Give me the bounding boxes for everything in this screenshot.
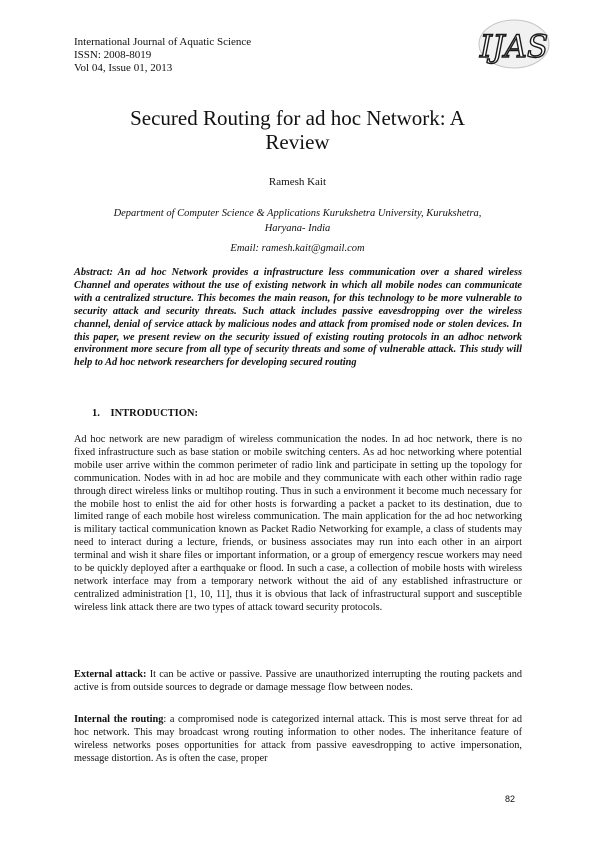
external-attack-paragraph xyxy=(74,669,522,695)
section-number: 1. xyxy=(92,408,100,419)
author-name: Ramesh Kait xyxy=(268,176,327,188)
internal-attack-paragraph xyxy=(74,714,522,766)
affiliation-line-1: Department of Computer Science & Applications Kurukshetra University, Kurukshetra, xyxy=(113,208,482,219)
intro-paragraph: Ad hoc network are new paradigm of wireless communication the nodes. In ad hoc network, there is no fixed infrastructure such as base station or mobile switching centers. As ad hoc networking where potential mobile user arrive within the common perimeter of radio link and participate in setting up the topology for communication. Nodes with in ad hoc are mobile and they communicate with each other within radio rage through direct wireless links or multihop routing. Thus in such a environment it become much necessary for the mobile host to enlist the aid for other hosts is forwarding a packet a packet to its destination, due to limited range of each mobile host wireless communication. The main application for the ad hoc networking is military tactical communication known as Packet Radio Networking for example, a class of students may need to interact during a lecture, friends, or business associates may run into each other in an airport terminal and wish it share files or important information, or a group of emergency rescue workers may need to be quickly deployed after a earthquake or flood. In such a case, a collection of mobile hosts with wireless network interface may from a temporary network without the aid of any established infrastructure or centralized administration [1, 10, 11], thus it is obvious that lack of infrastructural support and susceptible wireless link attack there are two types of attack toward security protocols. xyxy=(74,434,522,613)
journal-issn: ISSN: 2008-8019 xyxy=(74,49,152,61)
journal-volume: Vol 04, Issue 01, 2013 xyxy=(74,62,173,74)
abstract: Abstract: An ad hoc Network provides a infrastructure less communication over a shared wireless Channel and operates without the use of existing network in which all mobile nodes can communicate with a centralized structure. This becomes the main reason, for this technology to be more vulnerable to security attack and security threats. Such attack includes passive eavesdropping over the wireless channel, denial of service attack by malicious nodes and attack from promised node or stolen devices. In this paper, we present review on the security issued of existing routing protocols in an adhoc network environment more secure from all type of security threats and some of vulnerable attack. This study will help to Ad hoc network researchers for developing secured routing xyxy=(74,267,522,369)
paper-title xyxy=(60,106,535,154)
paper-title-line-1: Secured Routing for ad hoc Network: A xyxy=(130,106,465,130)
author-affiliation xyxy=(84,206,511,236)
journal-header xyxy=(74,36,251,75)
paper-title-line-2: Review xyxy=(265,130,330,154)
internal-attack-term: Internal the routing xyxy=(74,714,164,725)
journal-logo xyxy=(476,16,552,72)
logo-lettering: IJAS xyxy=(479,29,549,65)
affiliation-line-2: Haryana- India xyxy=(264,223,331,234)
author-email: Email: ramesh.kait@gmail.com xyxy=(230,243,365,254)
section-title: INTRODUCTION: xyxy=(110,408,199,419)
external-attack-term: External attack: xyxy=(74,669,147,680)
internal-attack-text: : a compromised node is categorized internal attack. This is most serve threat for ad hoc network. This may broadcast wrong routing information to other nodes. The inheritance feature of wireless networks poses opportunities for attack from passive eavesdropping to active impersonation, message distortion. As is often the case, proper xyxy=(74,714,522,764)
external-attack-text: It can be active or passive. Passive are unauthorized interrupting the routing packets and active is from outside sources to degrade or damage message flow between nodes. xyxy=(74,669,523,693)
page-number: 82 xyxy=(505,794,516,804)
journal-name: International Journal of Aquatic Science xyxy=(74,36,252,48)
section-heading-introduction xyxy=(92,408,206,419)
